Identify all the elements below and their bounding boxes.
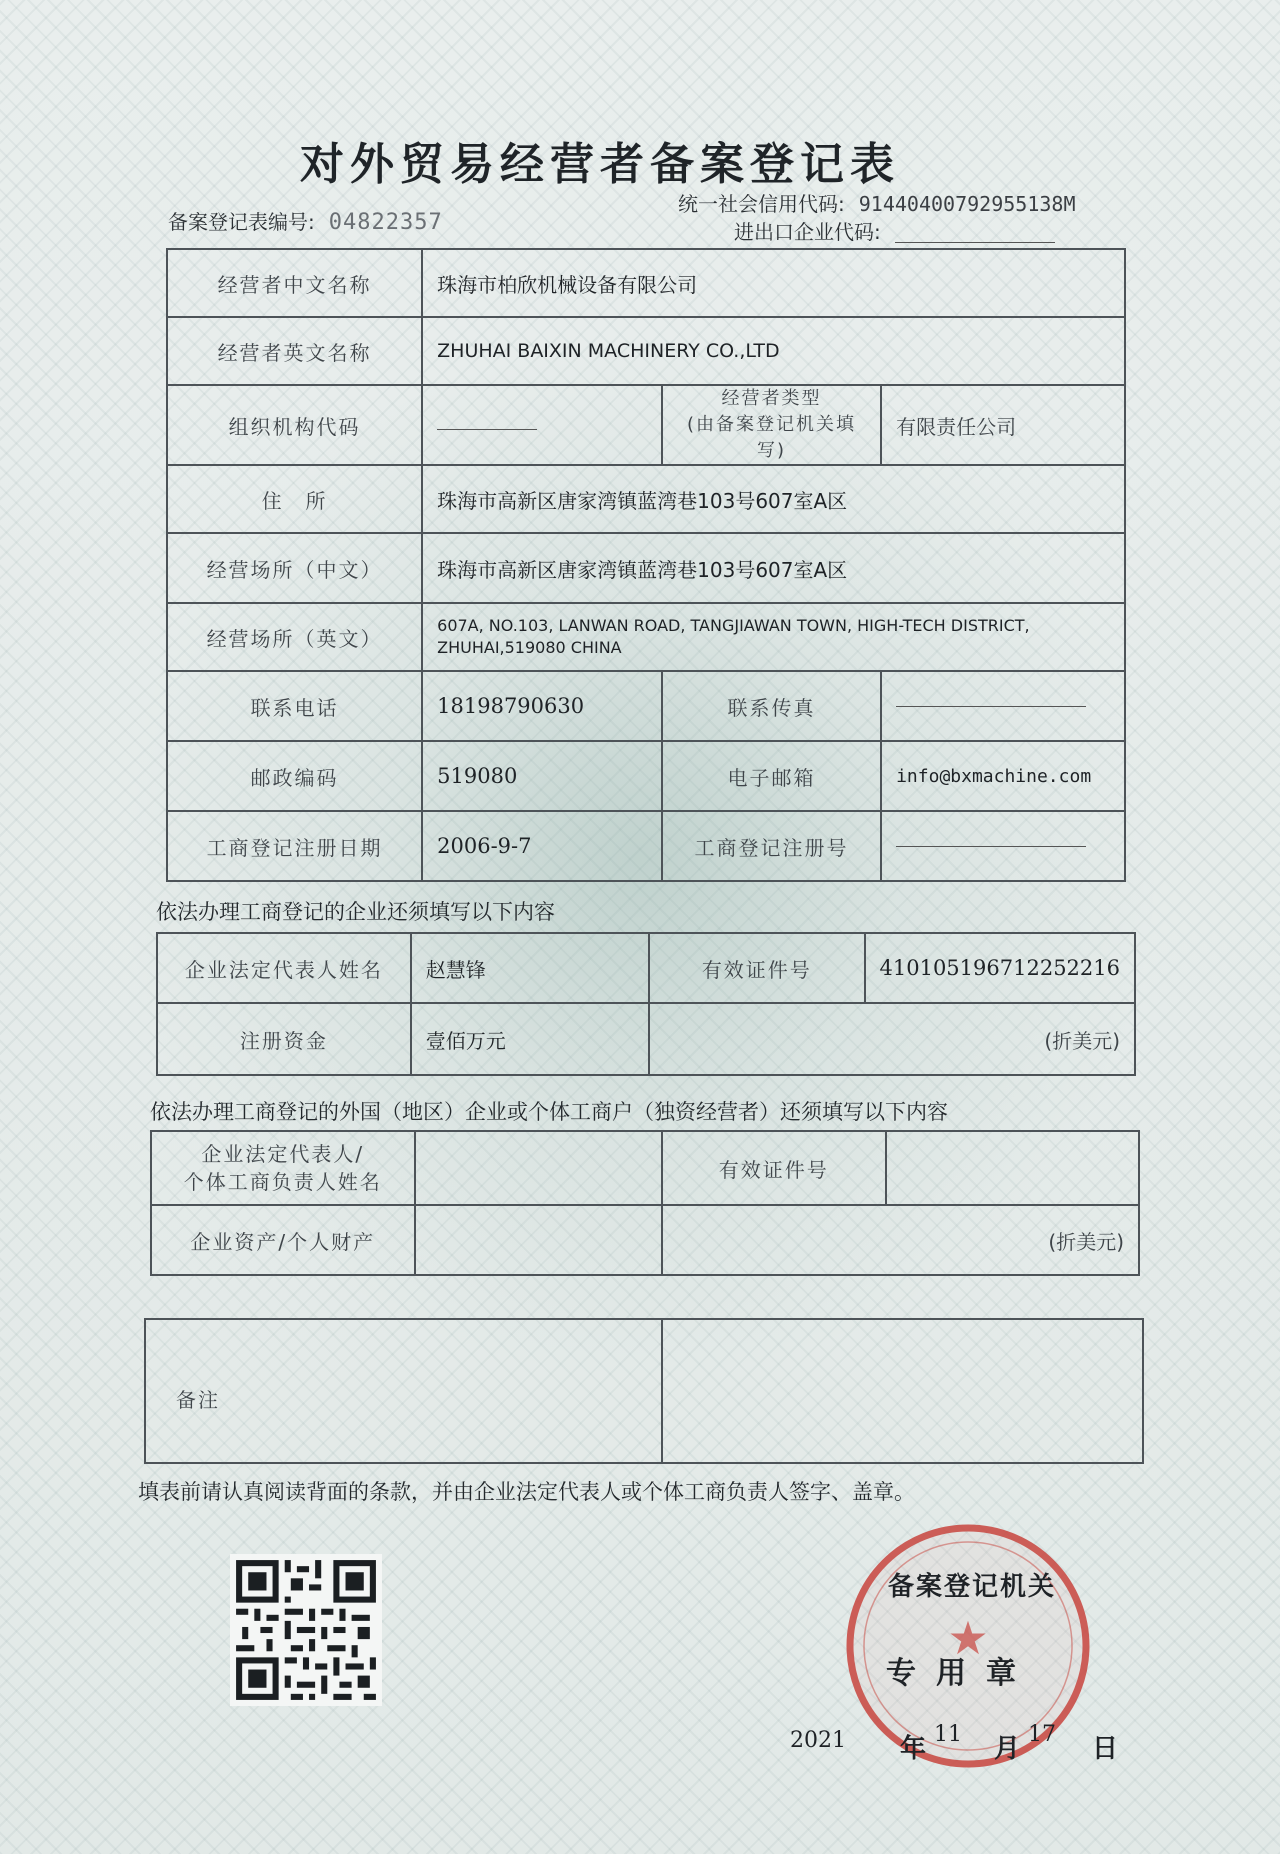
table-row — [157, 1003, 1135, 1075]
official-seal-icon — [842, 1520, 1094, 1772]
rep-label — [151, 1131, 415, 1205]
table-row — [151, 1131, 1139, 1205]
operator-type-label-line1: 经营者类型 — [721, 388, 822, 409]
remarks-value — [662, 1319, 1143, 1463]
capital-unit: (折美元) — [649, 1003, 1135, 1075]
rep-value — [415, 1131, 662, 1205]
operator-type-label — [662, 385, 881, 465]
reg-date-label: 工商登记注册日期 — [167, 811, 422, 881]
capital-label: 注册资金 — [157, 1003, 411, 1075]
premises-en-label: 经营场所（英文） — [167, 603, 422, 671]
email-value: info@bxmachine.com — [881, 741, 1125, 811]
section2-heading: 依法办理工商登记的外国（地区）企业或个体工商户（独资经营者）还须填写以下内容 — [150, 1100, 948, 1124]
reg-no-value — [881, 811, 1125, 881]
import-export-code — [734, 216, 1055, 245]
fax-value — [881, 671, 1125, 741]
section1-table — [156, 932, 1136, 1076]
postal-label: 邮政编码 — [167, 741, 422, 811]
form-title: 对外贸易经营者备案登记表 — [300, 139, 900, 190]
table-row — [167, 533, 1125, 603]
phone-value: 18198790630 — [422, 671, 662, 741]
reg-date-value: 2006-9-7 — [422, 811, 662, 881]
remarks-table — [144, 1318, 1144, 1464]
name-cn-label: 经营者中文名称 — [167, 249, 422, 317]
assets-value — [415, 1205, 662, 1275]
rep-label-line2: 个体工商负责人姓名 — [183, 1170, 382, 1194]
table-row — [167, 249, 1125, 317]
svg-text:★: ★ — [947, 1611, 989, 1665]
id-label-2: 有效证件号 — [662, 1131, 886, 1205]
org-code-value — [422, 385, 662, 465]
table-row — [145, 1319, 1143, 1463]
assets-unit: (折美元) — [662, 1205, 1139, 1275]
premises-cn-value: 珠海市高新区唐家湾镇蓝湾巷103号607室A区 — [422, 533, 1125, 603]
serial-label: 备案登记表编号: — [168, 210, 315, 234]
date-month: 11 — [934, 1722, 962, 1747]
date-day-unit: 日 — [1092, 1734, 1119, 1764]
credit-code — [678, 188, 1076, 217]
remarks-label: 备注 — [145, 1319, 662, 1463]
id-value: 410105196712252216 — [865, 933, 1136, 1003]
name-cn-value: 珠海市柏欣机械设备有限公司 — [422, 249, 1125, 317]
credit-code-label: 统一社会信用代码: — [678, 192, 845, 216]
table-row — [151, 1205, 1139, 1275]
rep-label-line1: 企业法定代表人/ — [201, 1142, 365, 1166]
phone-label: 联系电话 — [167, 671, 422, 741]
date-year: 2021 — [790, 1728, 846, 1753]
serial-number — [168, 206, 443, 235]
table-row — [167, 317, 1125, 385]
date-year-unit: 年 — [900, 1734, 927, 1764]
assets-label: 企业资产/个人财产 — [151, 1205, 415, 1275]
registration-authority: 备案登记机关 — [888, 1572, 1057, 1602]
capital-value: 壹佰万元 — [411, 1003, 649, 1075]
table-row — [167, 671, 1125, 741]
name-en-label: 经营者英文名称 — [167, 317, 422, 385]
name-en-value: ZHUHAI BAIXIN MACHINERY CO.,LTD — [422, 317, 1125, 385]
id-label: 有效证件号 — [649, 933, 864, 1003]
import-code-value — [895, 224, 1055, 243]
operator-type-value: 有限责任公司 — [881, 385, 1125, 465]
section2-table — [150, 1130, 1140, 1276]
org-code-label: 组织机构代码 — [167, 385, 422, 465]
fax-label: 联系传真 — [662, 671, 881, 741]
import-code-label: 进出口企业代码: — [734, 220, 881, 244]
credit-code-value: 91440400792955138M — [858, 192, 1076, 216]
qr-code-icon — [230, 1554, 382, 1706]
email-label: 电子邮箱 — [662, 741, 881, 811]
table-row — [157, 933, 1135, 1003]
date-month-unit: 月 — [994, 1734, 1021, 1764]
date-day: 17 — [1028, 1722, 1056, 1747]
legal-rep-label: 企业法定代表人姓名 — [157, 933, 411, 1003]
serial-value: 04822357 — [328, 210, 443, 235]
legal-rep-value: 赵慧锋 — [411, 933, 649, 1003]
address-label: 住 所 — [167, 465, 422, 533]
table-row — [167, 741, 1125, 811]
section1-heading: 依法办理工商登记的企业还须填写以下内容 — [156, 900, 555, 924]
table-row — [167, 465, 1125, 533]
table-row — [167, 385, 1125, 465]
seal-text: 专用章 — [886, 1656, 1036, 1691]
reg-no-label: 工商登记注册号 — [662, 811, 881, 881]
premises-cn-label: 经营场所（中文） — [167, 533, 422, 603]
postal-value: 519080 — [422, 741, 662, 811]
operator-type-label-line2: (由备案登记机关填写) — [686, 414, 856, 461]
premises-en-value: 607A, NO.103, LANWAN ROAD, TANGJIAWAN TOWN, HIGH-TECH DISTRICT, ZHUHAI,519080 CHINA — [422, 603, 1125, 671]
id-value-2 — [886, 1131, 1139, 1205]
main-info-table — [166, 248, 1126, 882]
table-row — [167, 603, 1125, 671]
instruction-note: 填表前请认真阅读背面的条款，并由企业法定代表人或个体工商负责人签字、盖章。 — [138, 1480, 915, 1504]
address-value: 珠海市高新区唐家湾镇蓝湾巷103号607室A区 — [422, 465, 1125, 533]
table-row — [167, 811, 1125, 881]
